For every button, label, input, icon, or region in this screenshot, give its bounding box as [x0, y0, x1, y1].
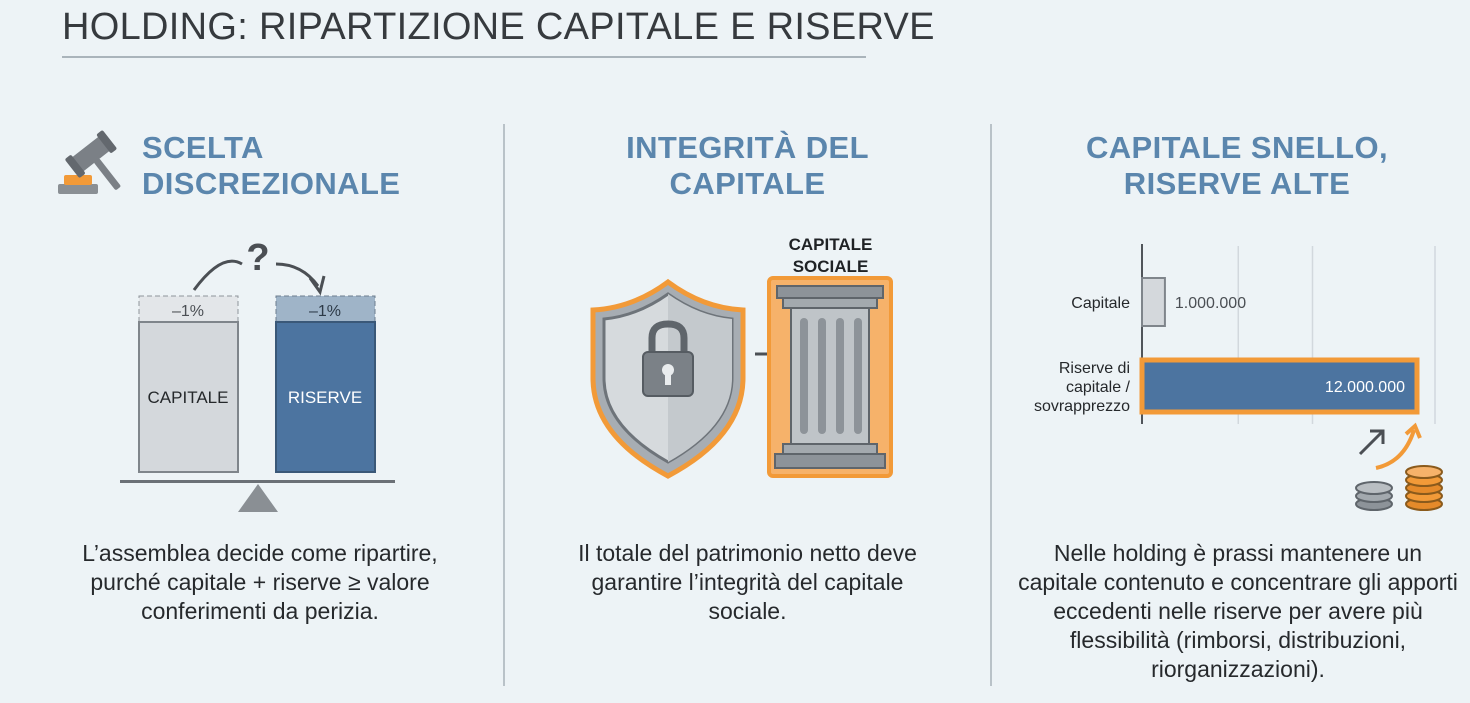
- chart-category-label: sovrapprezzo: [1033, 398, 1130, 415]
- column-discretionary-choice: [0, 124, 503, 694]
- page-title: HOLDING: RIPARTIZIONE CAPITALE E RISERVE: [62, 6, 935, 48]
- column-lean-capital: [992, 124, 1470, 694]
- chart-value-label: 1.000.000: [1174, 295, 1247, 312]
- chart-bar: [1142, 278, 1165, 326]
- scale-fulcrum: [238, 484, 278, 512]
- column-title-line: RISERVE ALTE: [1123, 166, 1351, 201]
- column-pillar-icon: [769, 278, 891, 476]
- column-title-line: CAPITALE SNELLO,: [1085, 130, 1389, 165]
- chart-category-label: Capitale: [1071, 295, 1130, 312]
- question-mark: ?: [246, 237, 270, 279]
- column-title: [992, 130, 1470, 202]
- chart-category-label: Riserve di: [1058, 360, 1130, 377]
- column-title: [505, 130, 990, 202]
- capital-top-label: –1%: [171, 303, 205, 320]
- pillar-label-line: CAPITALE: [788, 235, 873, 254]
- column-capital-integrity: [505, 124, 990, 694]
- column-description: Il totale del patrimonio netto deve garantire l’integrità del capitale sociale.: [578, 540, 917, 624]
- chart-category-label: capitale /: [1065, 379, 1130, 396]
- column-title-line: INTEGRITÀ DEL: [626, 130, 869, 165]
- trend-arrow-icon: [1360, 426, 1420, 468]
- coins-icon: [1356, 466, 1442, 510]
- curved-arrow-icon: [194, 261, 242, 290]
- integrity-illustration: [585, 274, 925, 484]
- pillar-label: [743, 234, 918, 278]
- column-description: Nelle holding è prassi mantenere un capitale contenuto e concentrare gli apporti eccedenti nelle riserve per avere più flessibilità (rimborsi, distribuzioni, riorganizzazioni).: [1018, 540, 1458, 682]
- column-title-line: SCELTA: [142, 130, 264, 165]
- balance-scale-diagram: [110, 234, 410, 514]
- pillar-label-line: SOCIALE: [792, 257, 869, 276]
- chart-value-label: 12.000.000: [1324, 379, 1405, 396]
- column-title: [142, 130, 400, 202]
- shield-lock-icon: [593, 282, 743, 476]
- capital-bar-label: CAPITALE: [147, 388, 229, 407]
- column-title-line: CAPITALE: [669, 166, 826, 201]
- column-title-line: DISCREZIONALE: [142, 166, 401, 201]
- reserves-bar-label: RISERVE: [287, 388, 363, 407]
- title-underline: [62, 56, 866, 58]
- gavel-icon: [56, 128, 132, 200]
- growth-coins-illustration: [1352, 422, 1452, 517]
- scale-beam: [120, 480, 395, 483]
- capital-vs-reserves-chart: [992, 234, 1470, 424]
- reserves-top-label: –1%: [308, 303, 342, 320]
- column-description: L’assemblea decide come ripartire, purché capitale + riserve ≥ valore conferimenti da perizia.: [82, 540, 438, 624]
